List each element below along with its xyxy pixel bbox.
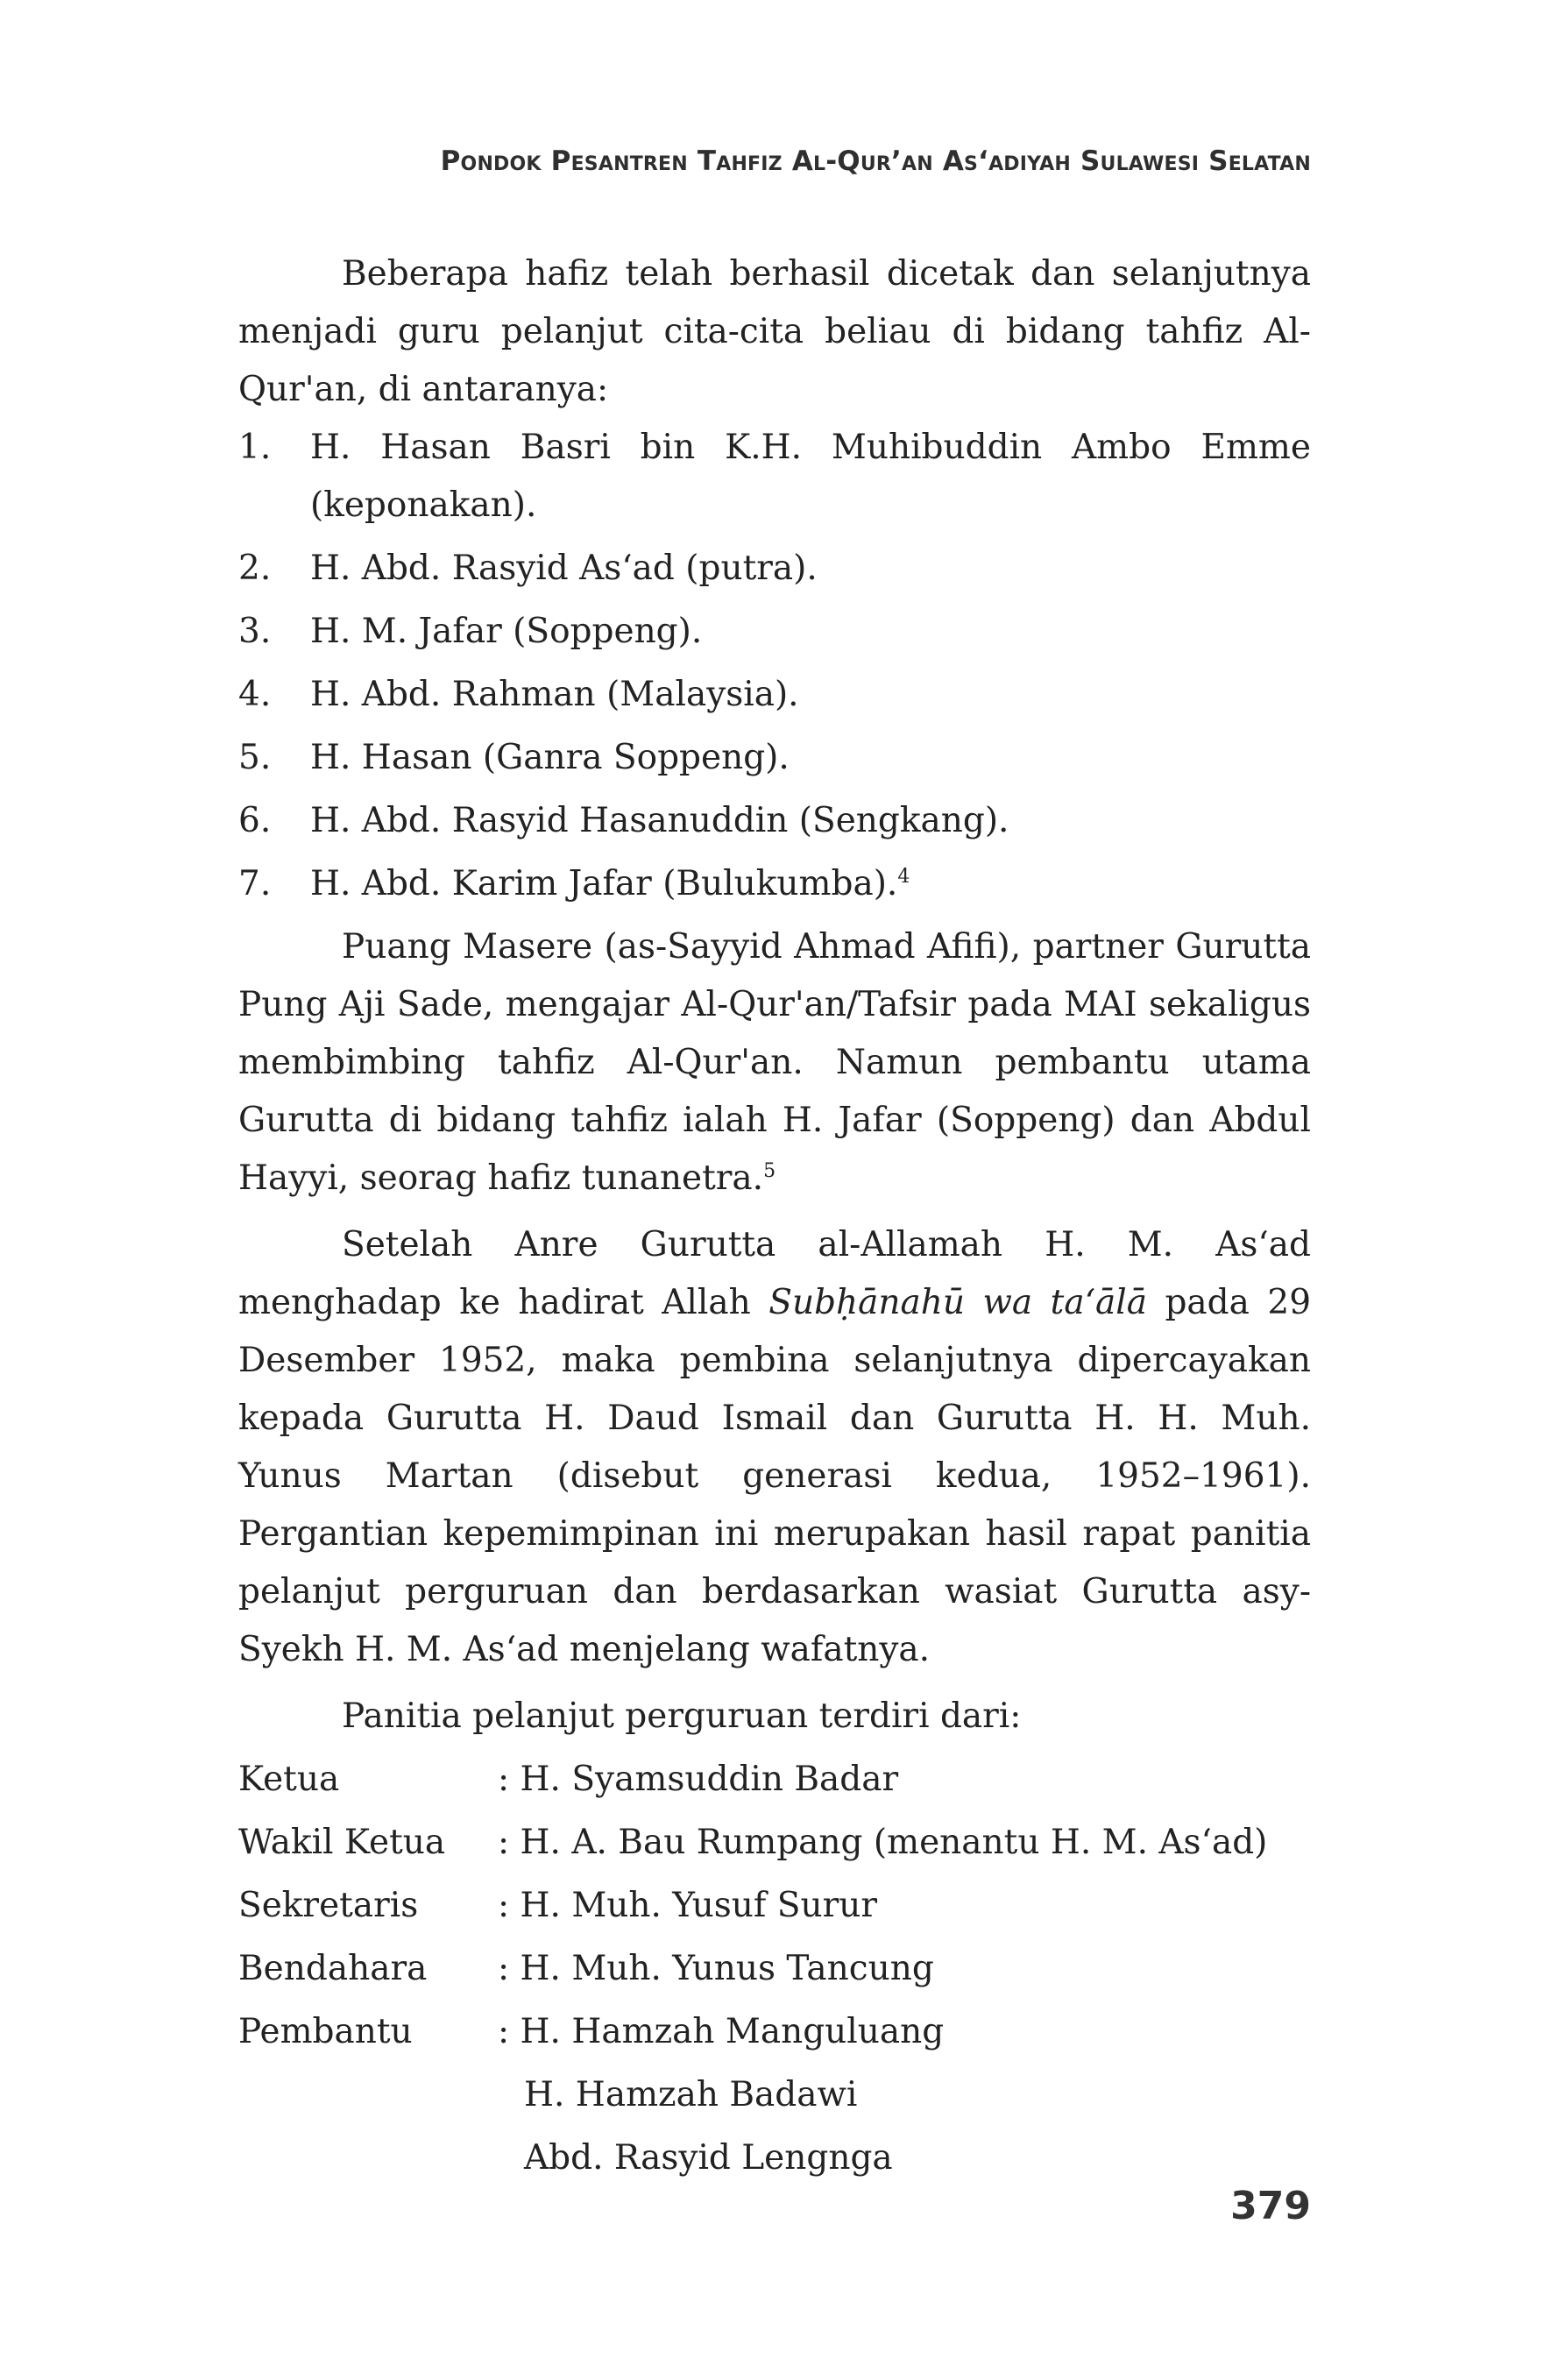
list-text: H. Abd. Rasyid Hasanuddin (Sengkang). bbox=[310, 801, 1009, 840]
committee-role-empty bbox=[238, 2129, 498, 2187]
committee-member: : H. A. Bau Rumpang (menantu H. M. As‘ad) bbox=[498, 1823, 1268, 1862]
committee-role: Bendahara bbox=[238, 1949, 428, 1988]
committee-role: Sekretaris bbox=[238, 1886, 419, 1925]
list-number: 1. bbox=[238, 428, 272, 467]
paragraph-committee-intro: Panitia pelanjut perguruan terdiri dari: bbox=[342, 1696, 1022, 1736]
committee-role: Pembantu bbox=[238, 2012, 413, 2051]
list-number: 6. bbox=[238, 801, 272, 840]
list-text: H. Hasan Basri bin K.H. Muhibuddin Ambo Emme (keponakan). bbox=[310, 428, 1311, 525]
paragraph-text: Puang Masere (as-Sayyid Ahmad Afifi), partner Gurutta Pung Aji Sade, mengajar Al-Qur'an/Tafsir pada MAI sekaligus membimbing tahfiz Al-Qur'an. Namun pembantu utama Gurutta di bidang tahfiz ialah H. Jafar (Soppeng) dan Abdul Hayyi, seorag hafiz tunanetra. bbox=[238, 927, 1311, 1198]
list-number: 4. bbox=[238, 675, 272, 714]
list-item bbox=[238, 603, 1311, 661]
running-header: Pondok Pesantren Tahfiz Al-Qur’an As‘adiyah Sulawesi Selatan bbox=[440, 145, 1311, 177]
list-text: H. Abd. Karim Jafar (Bulukumba). bbox=[310, 864, 898, 903]
hafiz-list bbox=[238, 419, 1311, 913]
committee-member: : H. Hamzah Manguluang bbox=[498, 2012, 945, 2051]
committee-member: : H. Muh. Yunus Tancung bbox=[498, 1949, 934, 1988]
page-number: 379 bbox=[1230, 2184, 1311, 2228]
list-number: 3. bbox=[238, 612, 272, 651]
list-number: 7. bbox=[238, 864, 272, 903]
footnote-marker[interactable]: 4 bbox=[897, 866, 910, 888]
committee-member: H. Hamzah Badawi bbox=[524, 2075, 858, 2114]
list-item bbox=[238, 666, 1311, 724]
committee-member: Abd. Rasyid Lengnga bbox=[524, 2138, 893, 2178]
footnote-marker[interactable]: 5 bbox=[763, 1160, 776, 1182]
committee-member: : H. Muh. Yusuf Surur bbox=[498, 1886, 877, 1925]
paragraph-text: pada 29 Desember 1952, maka pembina selanjutnya dipercayakan kepada Gurutta H. Daud Ismail dan Gurutta H. H. Muh. Yunus Martan (disebut generasi kedua, 1952–1961). Pergantian kepemimpinan ini merupakan hasil rapat panitia pelanjut perguruan dan berdasarkan wasiat Gurutta asy-Syekh H. M. As‘ad menjelang wafatnya. bbox=[238, 1283, 1312, 1669]
committee-role: Wakil Ketua bbox=[238, 1823, 446, 1862]
paragraph-succession bbox=[238, 1216, 1311, 1679]
paragraph-text: Setelah Anre Gurutta al-Allamah H. M. As‘ad menghadap ke hadirat Allah bbox=[238, 1225, 1311, 1322]
list-item bbox=[238, 792, 1311, 850]
list-text: H. Abd. Rahman (Malaysia). bbox=[310, 675, 799, 714]
italic-phrase: Subḥānahū wa ta‘ālā bbox=[768, 1283, 1147, 1322]
list-item bbox=[238, 729, 1311, 787]
list-text: H. Abd. Rasyid As‘ad (putra). bbox=[310, 549, 818, 588]
list-text: H. Hasan (Ganra Soppeng). bbox=[310, 738, 790, 777]
intro-paragraph: Beberapa hafiz telah berhasil dicetak dan selanjutnya menjadi guru pelanjut cita-cita beliau di bidang tahfiz Al-Qur'an, di antaranya: bbox=[238, 254, 1311, 409]
committee-role-empty bbox=[238, 2066, 498, 2124]
list-text: H. M. Jafar (Soppeng). bbox=[310, 612, 703, 651]
list-item bbox=[238, 540, 1311, 598]
list-number: 2. bbox=[238, 549, 272, 588]
list-item bbox=[238, 419, 1311, 535]
paragraph-puang-masere bbox=[238, 918, 1311, 1208]
committee-table bbox=[238, 1751, 1311, 2187]
committee-member: : H. Syamsuddin Badar bbox=[498, 1760, 899, 1799]
page-body bbox=[238, 245, 1311, 2187]
list-number: 5. bbox=[238, 738, 272, 777]
list-item bbox=[238, 855, 1311, 913]
committee-role: Ketua bbox=[238, 1760, 340, 1799]
